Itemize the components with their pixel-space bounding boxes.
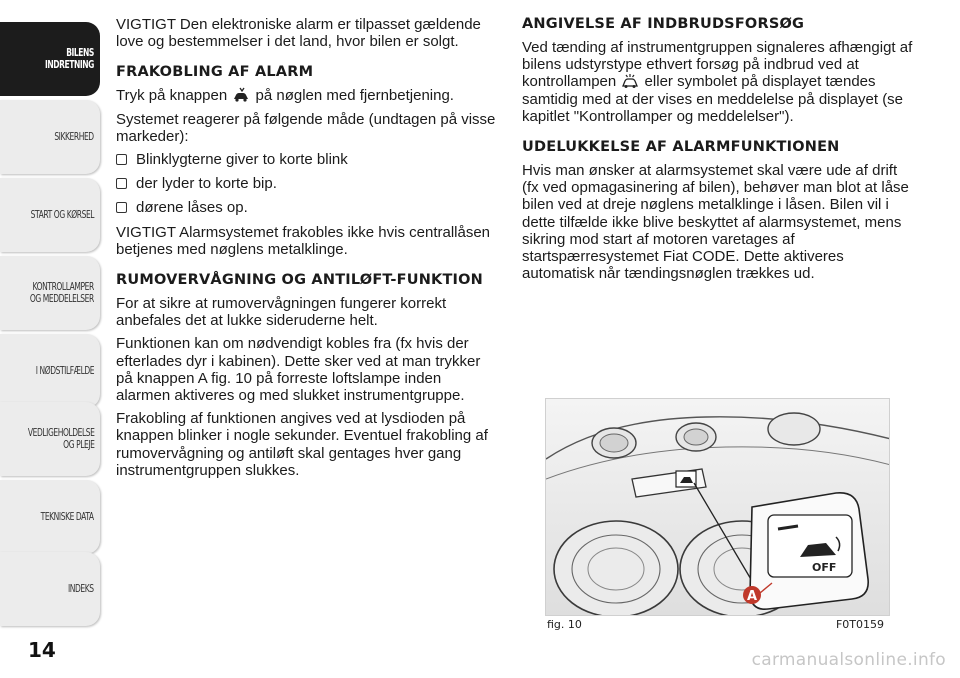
car-unlock-icon: [231, 87, 251, 103]
paragraph-systemet-reagerer: Systemet reagerer på følgende måde (undtagen på visse markeder):: [116, 110, 496, 145]
paragraph-funktionen-kobles-fra: Funktionen kan om nødvendigt kobles fra (fx hvis der efterlades dyr i kabinen). Dette sker ved at man trykker på knappen A fig. 10 på forreste loftslampe inden alarmen aktiveres og med slukket instrumentgruppe.: [116, 335, 481, 405]
tab-vedligeholdelse[interactable]: VEDLIGEHOLDELSE OG PLEJE: [0, 402, 100, 476]
alarm-warning-light-icon: [620, 73, 640, 89]
heading-rumovervagning: RUMOVERVÅGNING OG ANTILØFT-FUNKTION: [116, 272, 484, 289]
paragraph-vigtigt-alarm: VIGTIGT Den elektroniske alarm er tilpasset gældende love og bestemmelser i det land, hvor bilen er solgt.: [116, 16, 481, 51]
paragraph-vigtigt-centrallas: VIGTIGT Alarmsystemet frakobles ikke hvis centrallåsen betjenes med nøglens metalklinge.: [116, 223, 491, 258]
paragraph-ved-taending: Ved tænding af instrumentgruppen signaleres afhængigt af bilens udstyrstype ethvert forsøg på indbrud ved at kontrollampen eller symbolet på displayet tændes samtidig med at der vises en meddelelse på displayet (se kapitlet "Kontrollamper og meddelelser").: [522, 39, 913, 125]
tab-kontrollamper[interactable]: KONTROLLAMPER OG MEDDELELSER: [0, 256, 100, 330]
roof-lamp-illustration: [546, 399, 890, 616]
paragraph-frakobling-lysdiode: Frakobling af funktionen angives ved at lysdioden på knappen blinker i nogle sekunder. Eventuel frakobling af rumovervågning og antiløft skal gentages hver gang instrumentgruppen slukkes.: [116, 410, 488, 479]
checkbox-bullet-icon: [116, 202, 127, 213]
tab-start-og-korsel[interactable]: START OG KØRSEL: [0, 178, 100, 252]
left-column: [116, 16, 498, 485]
heading-frakobling: FRAKOBLING AF ALARM: [116, 64, 314, 81]
figure-code: F0T0159: [835, 618, 884, 631]
watermark: carmanualsonline.info: [751, 650, 946, 670]
page-number: 14: [28, 638, 56, 662]
paragraph-tryk-knappen: Tryk på knappen på nøglen med fjernbetjening.: [116, 87, 454, 105]
tab-indeks[interactable]: INDEKS: [0, 552, 100, 626]
callout-a-label: A: [747, 589, 758, 604]
list-item: dørene låses op.: [116, 199, 498, 216]
reaction-list: [116, 151, 498, 217]
tab-tekniske-data[interactable]: TEKNISKE DATA: [0, 480, 100, 554]
right-column: [522, 16, 914, 288]
tab-i-nodstilfaelde[interactable]: I NØDSTILFÆLDE: [0, 334, 100, 408]
list-item: Blinklygterne giver to korte blink: [116, 151, 498, 168]
checkbox-bullet-icon: [116, 154, 127, 165]
tab-sikkerhed[interactable]: SIKKERHED: [0, 100, 100, 174]
figure-roof-lamp: [545, 398, 890, 616]
figure-number: fig. 10: [547, 618, 582, 631]
checkbox-bullet-icon: [116, 178, 127, 189]
heading-angivelse: ANGIVELSE AF INDBRUDSFORSØG: [522, 16, 805, 32]
paragraph-udelukkelse: Hvis man ønsker at alarmsystemet skal være ude af drift (fx ved opmagasinering af bilen), behøver man blot at låse bilen ved at dreje nøglens metalklinge i låsen. Bilen vil i dette tilfælde ikke blive beskyttet af alarmsystemet, mens sikring mod start af motoren varetages af startspærresystemet Fiat CODE. Dette aktiveres automatisk når tændingsnøglen trækkes ud.: [522, 162, 909, 283]
heading-udelukkelse: UDELUKKELSE AF ALARMFUNKTIONEN: [522, 139, 840, 156]
button-off-label: OFF: [812, 561, 837, 574]
tab-bilens-indretning[interactable]: BILENS INDRETNING: [0, 22, 100, 96]
list-item: der lyder to korte bip.: [116, 175, 498, 192]
paragraph-sikre-rumovervagning: For at sikre at rumovervågningen fungerer korrekt anbefales det at lukke sideruderne helt.: [116, 295, 447, 330]
